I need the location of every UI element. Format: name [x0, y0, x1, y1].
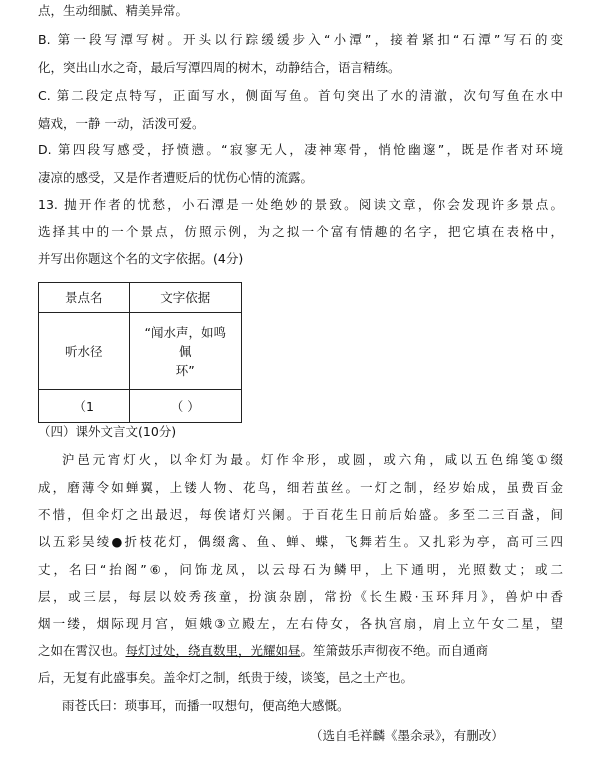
passage-line2: 成，磨薄令如蝉翼，上镂人物、花鸟，细若茧丝。一灯之制，经岁始成，虽费百金: [38, 480, 563, 495]
passage-line8-end: 。笙箫鼓乐声彻夜不绝。而自通商: [300, 643, 489, 658]
passage-line3: 不惜，但伞灯之出最迟，每俟诸灯兴阑。于百花生日前后始盛。多至二三百盏，间: [38, 507, 563, 522]
answer-name-cell[interactable]: （1: [39, 390, 130, 423]
commentary-line: 雨苍氏曰：琐事耳，而播一叹想句，便高绝大感慨。: [62, 698, 350, 713]
example-basis-line3: 环”: [175, 362, 195, 378]
table-header-name: 景点名: [39, 283, 130, 313]
passage-line5: 丈，名曰“抬阁”⑥，问饰龙凤，以云母石为鳞甲，上下通明，光照数丈；或二: [38, 562, 563, 577]
passage-line6: 层，或三层，每层以姣秀孩童，扮演杂剧，常扮《长生殿·玉环拜月》，兽炉中香: [38, 589, 563, 604]
passage-line1: 沪邑元宵灯火，以伞灯为最。灯作伞形，或圆，或六角，咸以五色绵笺①缀: [62, 452, 563, 467]
passage-line9: 后，无复有此盛事矣。盖伞灯之制，纸贵于绫，谈笺，邑之土产也。: [38, 670, 414, 685]
passage-line7: 烟一缕，烟际现月宫，姮娥③立殿左，左右侍女，各执宫扇，肩上立午女二星，望: [38, 616, 563, 631]
option-d-line1: D. 第四段写感受，抒愤懑。“寂寥无人，凄神寒骨，悄怆幽邃”，既是作者对环境: [38, 142, 563, 157]
option-b-line1: B. 第一段写潭写树。开头以行踪缓缓步入“小潭”，接着紧扣“石潭”写石的变: [38, 32, 563, 47]
table-header-row: [39, 283, 242, 313]
option-c-line1: C. 第二段定点特写，正面写水，侧面写鱼。首句突出了水的清澈，次句写鱼在水中: [38, 88, 563, 103]
question-13-line1: 13. 抛开作者的忧愁，小石潭是一处绝妙的景致。阅读文章，你会发现许多景点。: [38, 197, 563, 212]
option-a-tail: 点，生动细腻、精美异常。: [38, 3, 189, 18]
table-row: [39, 390, 242, 423]
question-13-line3: 并写出你题这个名的文字依据。(4分): [38, 251, 244, 266]
example-name-cell: 听水径: [39, 313, 130, 390]
table-header-basis: 文字依据: [129, 283, 241, 313]
passage-line8-start: 之如在霄汉也。: [38, 643, 126, 658]
option-b-line2: 化，突出山水之奇，最后写潭四周的树木，动静结合，语言精练。: [38, 60, 401, 75]
option-c-line2: 嬉戏，一静 一动，活泼可爱。: [38, 116, 205, 131]
underlined-sentence: 每灯过处，绕直数里，光耀如昼: [125, 643, 301, 658]
example-basis-line2: 佩: [179, 343, 192, 359]
table-row: [39, 313, 242, 390]
section-heading: （四）课外文言文(10分): [38, 424, 177, 439]
option-d-line2: 凄凉的感受，又是作者遭贬后的忧伤心情的流露。: [38, 170, 314, 185]
source-citation: （选自毛祥麟《墨余录》，有删改）: [310, 728, 504, 743]
passage-line8: [38, 643, 563, 659]
answer-basis-cell[interactable]: （ ）: [129, 390, 241, 423]
example-basis-cell: [129, 313, 241, 390]
passage-line4: 以五彩吴绫●折枝花灯，偶缀禽、鱼、蝉、蝶，飞舞若生。又扎彩为亭，高可三四: [38, 534, 563, 549]
answer-table: [38, 282, 242, 423]
example-basis-line1: “闻水声，如鸣: [144, 324, 227, 340]
question-13-line2: 选择其中的一个景点，仿照示例，为之拟一个富有情趣的名字，把它填在表格中，: [38, 224, 563, 239]
